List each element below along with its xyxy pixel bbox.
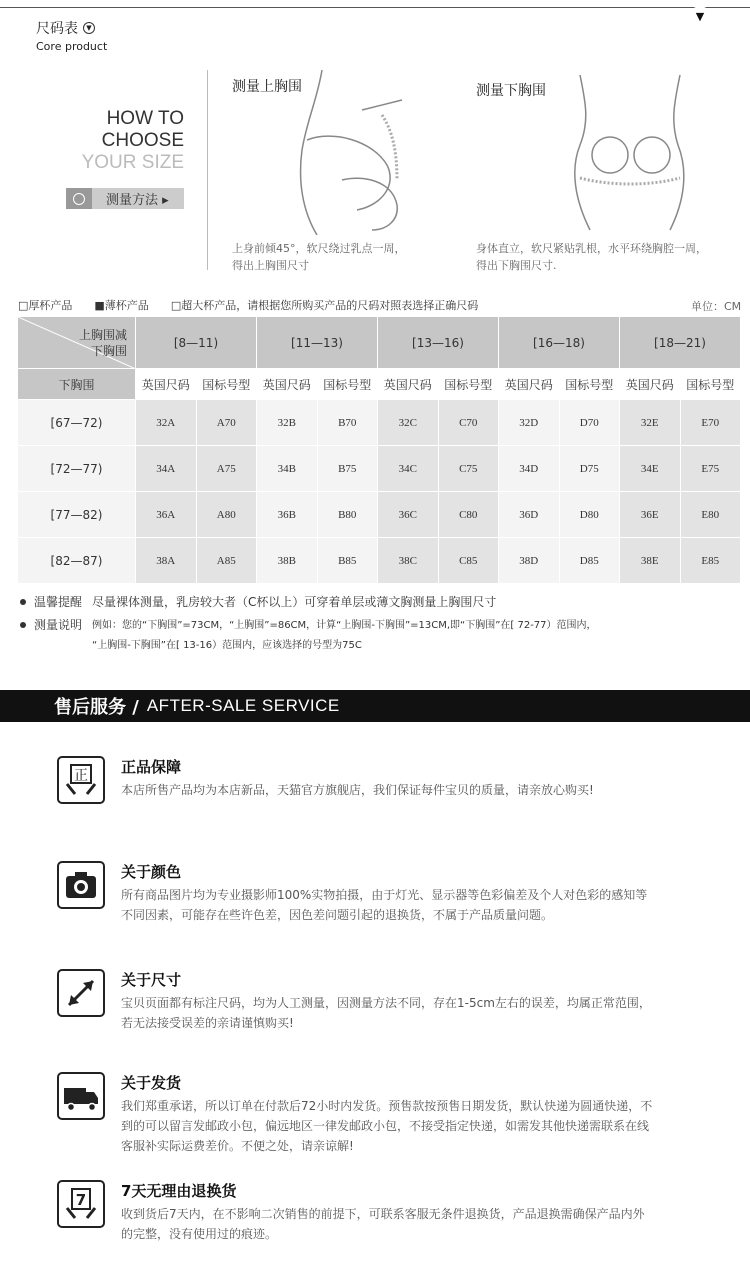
size-cell: B75 (317, 446, 378, 492)
chevron-down-icon: ▼ (690, 6, 710, 26)
sub-header: 英国尺码 (620, 369, 681, 400)
size-cell: C70 (438, 400, 499, 446)
bullet-icon (20, 622, 26, 628)
size-cell: 38B (257, 538, 318, 584)
size-cell: 32C (378, 400, 439, 446)
size-cell: D85 (559, 538, 620, 584)
under-bust-note: 身体直立，软尺紧贴乳根，水平环绕胸腔一周， 得出下胸围尺寸. (476, 242, 707, 272)
top-divider (0, 7, 750, 8)
size-cell: E80 (680, 492, 741, 538)
sub-header: 国标号型 (559, 369, 620, 400)
size-cell: A80 (196, 492, 257, 538)
camera-icon (57, 861, 105, 909)
vertical-divider (207, 70, 208, 270)
upper-bust-note: 上身前倾45°，软尺绕过乳点一周， 得出上胸围尺寸 (232, 242, 406, 272)
genuine-icon (57, 756, 105, 804)
under-bust-illustration (560, 70, 710, 235)
size-cell: B85 (317, 538, 378, 584)
group-header: [11—13) (257, 317, 378, 369)
upper-bust-label: 测量上胸围 (232, 79, 302, 95)
size-cell: 34B (257, 446, 318, 492)
after-sale-banner: 售后服务 / AFTER-SALE SERVICE (0, 690, 750, 722)
size-cell: 38C (378, 538, 439, 584)
svg-text:正: 正 (74, 768, 88, 784)
sub-header: 英国尺码 (499, 369, 560, 400)
service-shipping: 关于发货 我们郑重承诺，所以订单在付款后72小时内发货。预售款按预售日期发货，默认快递为圆通快递，不 到的可以留言发邮政小包，偏远地区一律发邮政小包，不接受指定快递，如需发其他快递需联系在线 客服补实际运费差价。不便之处，请亲谅解! (57, 1072, 717, 1156)
size-cell: C85 (438, 538, 499, 584)
service-color: 关于颜色 所有商品图片均为专业摄影师100%实物拍摄，由于灯光、显示器等色彩偏差及个人对色彩的感知等 不同因素，可能存在些许色差，因色差问题引起的退换货，不属于产品质量问题。 (57, 861, 717, 925)
sub-header: 国标号型 (196, 369, 257, 400)
size-chart-table (17, 316, 741, 584)
size-cell: 32D (499, 400, 560, 446)
size-cell: 34D (499, 446, 560, 492)
section-title: 尺码表 ▼ (36, 18, 95, 38)
svg-text:7: 7 (75, 1191, 87, 1209)
size-cell: A85 (196, 538, 257, 584)
size-cell: 36A (136, 492, 197, 538)
table-corner-top: 上胸围减 下胸围 (18, 317, 136, 369)
size-cell: 38E (620, 538, 681, 584)
size-cell: 32A (136, 400, 197, 446)
sub-header: 英国尺码 (136, 369, 197, 400)
size-cell: 34C (378, 446, 439, 492)
sub-header: 国标号型 (438, 369, 499, 400)
size-cell: 34E (620, 446, 681, 492)
group-header: [13—16) (378, 317, 499, 369)
upper-bust-illustration (262, 70, 422, 235)
table-row (18, 538, 741, 584)
size-cell: 32B (257, 400, 318, 446)
service-return: 7 7天无理由退换货 收到货后7天内，在不影响二次销售的前提下，可联系客服无条件退换货，产品退换需确保产品内外 的完整，没有使用过的痕迹。 (57, 1180, 717, 1244)
table-row (18, 492, 741, 538)
table-row (18, 446, 741, 492)
size-cell: E70 (680, 400, 741, 446)
size-cell: 38A (136, 538, 197, 584)
size-cell: B70 (317, 400, 378, 446)
row-label: [77—82) (18, 492, 136, 538)
tape-icon (66, 188, 92, 209)
size-cell: 36C (378, 492, 439, 538)
bullet-icon (20, 599, 26, 605)
cup-legend: □厚杯产品 ■薄杯产品 □超大杯产品，请根据您所购买产品的尺码对照表选择正确尺码 (18, 299, 479, 312)
size-cell: C75 (438, 446, 499, 492)
row-label: [67—72) (18, 400, 136, 446)
sub-header: 国标号型 (680, 369, 741, 400)
truck-icon (57, 1072, 105, 1120)
row-label: [72—77) (18, 446, 136, 492)
size-cell: 38D (499, 538, 560, 584)
chevron-down-icon: ▼ (83, 22, 95, 34)
size-cell: D75 (559, 446, 620, 492)
under-bust-label: 测量下胸围 (476, 83, 546, 99)
group-header: [16—18) (499, 317, 620, 369)
size-arrow-icon (57, 969, 105, 1017)
size-cell: B80 (317, 492, 378, 538)
service-genuine: 正 正品保障 本店所售产品均为本店新品，天猫官方旗舰店，我们保证每件宝贝的质量，请亲放心购买! (57, 756, 717, 804)
group-header: [8—11) (136, 317, 257, 369)
sub-header: 英国尺码 (378, 369, 439, 400)
size-cell: E85 (680, 538, 741, 584)
size-cell: C80 (438, 492, 499, 538)
how-to-heading: HOW TO CHOOSE YOUR SIZE (81, 108, 184, 173)
measurement-notes (18, 593, 597, 656)
table-corner-bottom: 下胸围 (18, 369, 136, 400)
size-cell: A70 (196, 400, 257, 446)
size-cell: D80 (559, 492, 620, 538)
unit-label: 单位：CM (691, 300, 742, 313)
seven-day-return-icon (57, 1180, 105, 1228)
sub-header: 英国尺码 (257, 369, 318, 400)
group-header: [18—21) (620, 317, 741, 369)
service-size: 关于尺寸 宝贝页面都有标注尺码，均为人工测量，因测量方法不同，存在1-5cm左右的误差，均属正常范围， 若无法接受误差的亲请谨慎购买! (57, 969, 717, 1033)
sub-header: 国标号型 (317, 369, 378, 400)
row-label: [82—87) (18, 538, 136, 584)
size-cell: A75 (196, 446, 257, 492)
size-cell: D70 (559, 400, 620, 446)
explain-row: 测量说明 例如：您的“下胸围”=73CM，“上胸围”=86CM，计算“上胸围-下胸围”=13CM,即“下胸围”在[ 72-77）范围内， “上胸围-下胸围”在[ 13-16）范围内，应该选择的号型为75C (18, 616, 597, 656)
size-cell: E75 (680, 446, 741, 492)
size-cell: 32E (620, 400, 681, 446)
size-cell: 36B (257, 492, 318, 538)
tip-row: 温馨提醒 尽量裸体测量，乳房较大者（C杯以上）可穿着单层或薄文胸测量上胸围尺寸 (18, 593, 597, 610)
size-cell: 36E (620, 492, 681, 538)
section-subtitle: Core product (36, 40, 108, 53)
size-cell: 36D (499, 492, 560, 538)
measure-method-button[interactable]: 测量方法 ▸ (66, 188, 184, 209)
size-cell: 34A (136, 446, 197, 492)
table-row (18, 400, 741, 446)
